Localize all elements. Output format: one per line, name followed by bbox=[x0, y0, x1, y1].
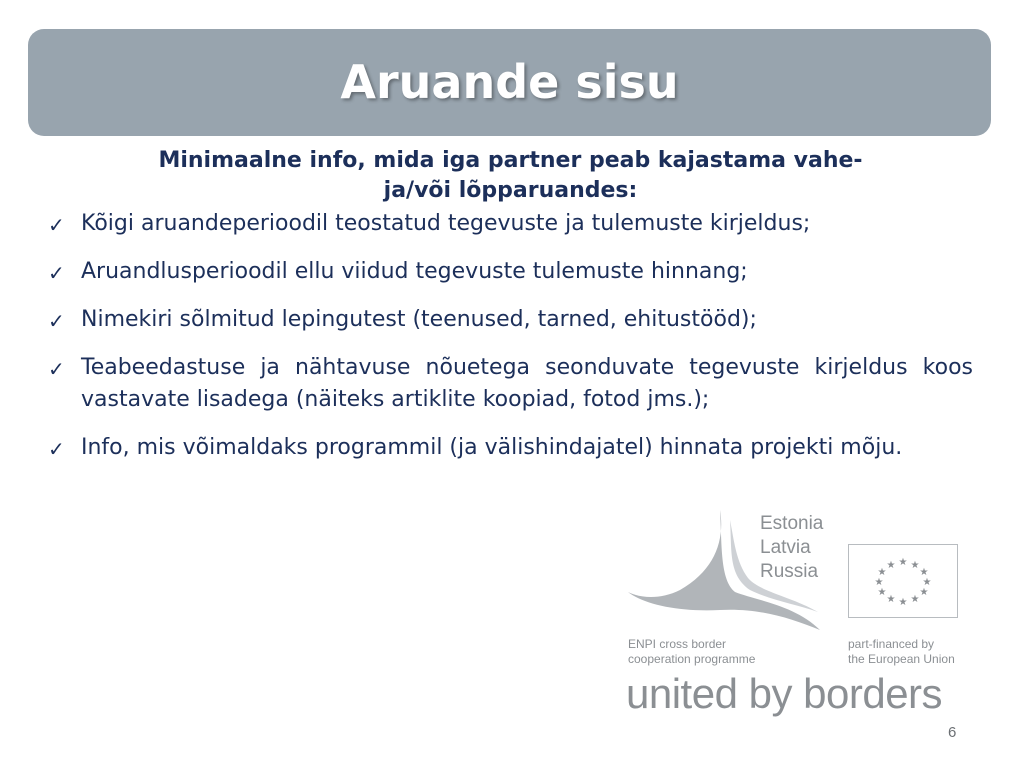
programme-caption bbox=[628, 637, 755, 667]
programme-caption-line2: cooperation programme bbox=[628, 652, 756, 666]
svg-text:★: ★ bbox=[919, 567, 929, 578]
svg-text:★: ★ bbox=[919, 587, 929, 598]
svg-text:★: ★ bbox=[877, 587, 887, 598]
programme-logo bbox=[620, 500, 970, 730]
svg-text:★: ★ bbox=[898, 597, 908, 608]
svg-text:★: ★ bbox=[910, 594, 920, 605]
list-item-text: Aruandlusperioodil ellu viidud tegevuste tulemuste hinnang; bbox=[81, 259, 748, 284]
list-item bbox=[48, 256, 973, 288]
list-item bbox=[48, 352, 973, 416]
list-item-text: Kõigi aruandeperioodil teostatud tegevuste ja tulemuste kirjeldus; bbox=[81, 211, 811, 236]
svg-text:★: ★ bbox=[910, 560, 920, 571]
list-item bbox=[48, 304, 973, 336]
svg-text:★: ★ bbox=[922, 577, 932, 588]
subtitle-line-1: Minimaalne info, mida iga partner peab kajastama vahe- bbox=[158, 148, 863, 173]
eu-flag-icon bbox=[848, 544, 958, 618]
title-bar bbox=[28, 29, 991, 136]
country-estonia: Estonia bbox=[760, 513, 824, 534]
list-item-text: Info, mis võimaldaks programmil (ja välishindajatel) hinnata projekti mõju. bbox=[81, 435, 903, 460]
list-item bbox=[48, 208, 973, 240]
check-mark-icon: ✓ bbox=[48, 437, 65, 461]
svg-text:★: ★ bbox=[874, 577, 884, 588]
svg-text:★: ★ bbox=[886, 560, 896, 571]
slide-subtitle bbox=[48, 146, 973, 206]
svg-text:★: ★ bbox=[898, 557, 908, 568]
list-item bbox=[48, 432, 973, 464]
check-mark-icon: ✓ bbox=[48, 357, 65, 381]
country-latvia: Latvia bbox=[760, 537, 811, 558]
requirements-list bbox=[48, 208, 973, 464]
check-mark-icon: ✓ bbox=[48, 213, 65, 237]
list-item-text: Nimekiri sõlmitud lepingutest (teenused, tarned, ehitustööd); bbox=[81, 307, 757, 332]
check-mark-icon: ✓ bbox=[48, 309, 65, 333]
eu-caption bbox=[848, 637, 955, 667]
slide-body bbox=[48, 146, 973, 480]
svg-text:★: ★ bbox=[886, 594, 896, 605]
check-mark-icon: ✓ bbox=[48, 261, 65, 285]
eu-caption-line1: part-financed by bbox=[848, 637, 935, 651]
list-item-text: Teabeedastuse ja nähtavuse nõuetega seonduvate tegevuste kirjeldus koos vastavate lisadega (näiteks artiklite koopiad, fotod jms.); bbox=[81, 355, 973, 412]
subtitle-line-2: ja/või lõpparuandes: bbox=[383, 178, 638, 203]
slide-title: Aruande sisu bbox=[340, 54, 679, 109]
country-russia: Russia bbox=[760, 561, 819, 582]
programme-caption-line1: ENPI cross border bbox=[628, 637, 727, 651]
eu-caption-line2: the European Union bbox=[848, 652, 955, 666]
svg-text:★: ★ bbox=[877, 567, 887, 578]
countries-list bbox=[760, 512, 823, 584]
page-number: 6 bbox=[948, 724, 957, 741]
slogan: united by borders bbox=[626, 670, 943, 717]
